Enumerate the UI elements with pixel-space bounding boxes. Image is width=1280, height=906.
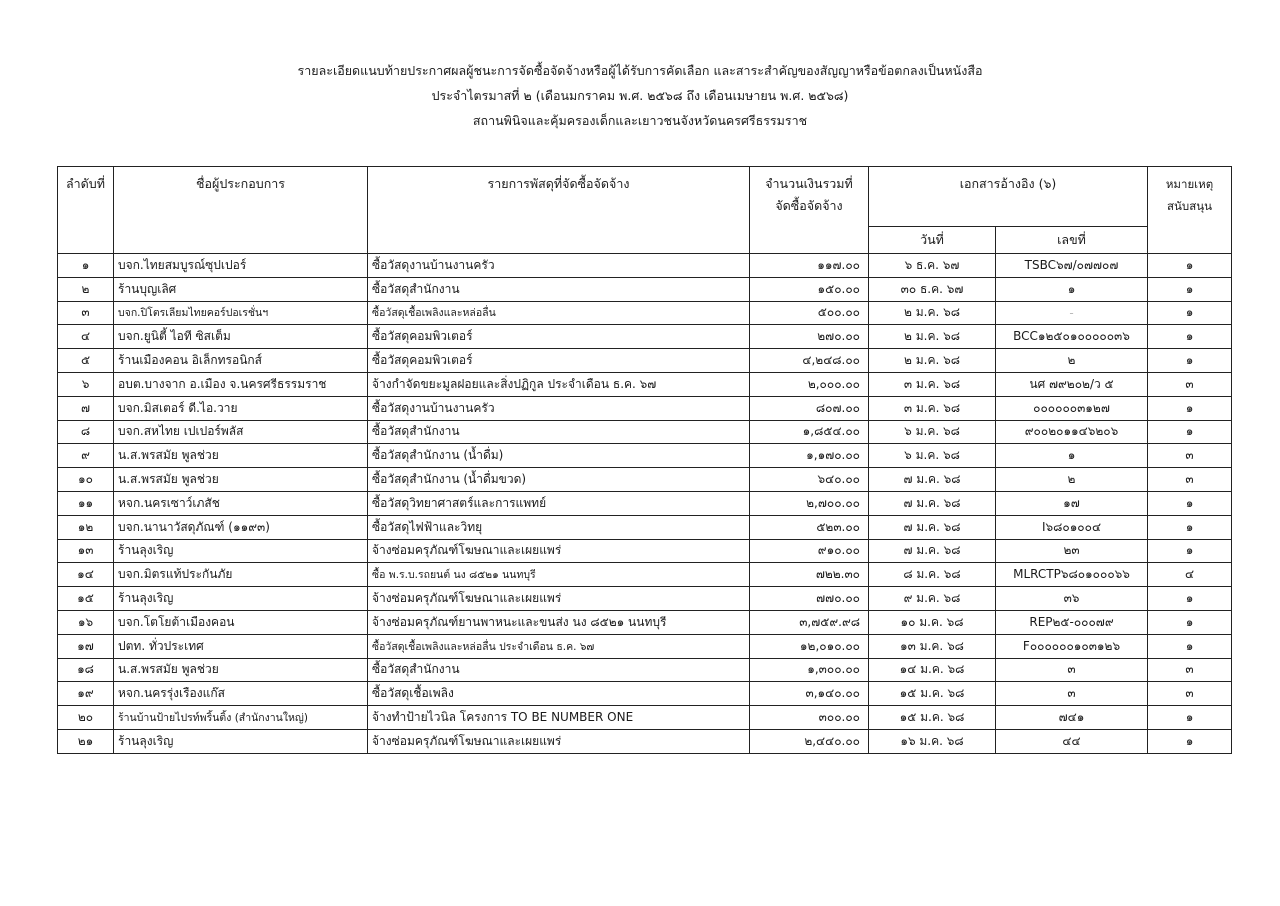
cell-item: ซื้อวัสดุเชื้อเพลิงและหล่อลื่น [368, 301, 750, 325]
cell-note: ๓ [1148, 682, 1232, 706]
cell-amount: ๗๒๒.๓๐ [750, 563, 869, 587]
cell-docno: REP๒๕-๐๐๐๗๙ [996, 610, 1148, 634]
cell-item: ซื้อวัสดุคอมพิวเตอร์ [368, 325, 750, 349]
cell-no: ๒๑ [58, 729, 114, 753]
cell-vendor: หจก.นครเซาว์เภสัช [114, 491, 368, 515]
cell-vendor: บจก.โตโยต้าเมืองคอน [114, 610, 368, 634]
table-row [58, 396, 1232, 420]
cell-vendor: ร้านบ้านป้ายไปรท์พริ้นติ้ง (สำนักงานใหญ่) [114, 706, 368, 730]
cell-docno: ๙๐๐๒๐๑๑๔๖๒๐๖ [996, 420, 1148, 444]
cell-note: ๑ [1148, 491, 1232, 515]
cell-note: ๑ [1148, 396, 1232, 420]
cell-amount: ๘๐๗.๐๐ [750, 396, 869, 420]
table-row [58, 706, 1232, 730]
cell-docno: ๑๗ [996, 491, 1148, 515]
table-row [58, 563, 1232, 587]
cell-note: ๑ [1148, 729, 1232, 753]
cell-docno: MLRCTP๖๘๐๑๐๐๐๖๖ [996, 563, 1148, 587]
cell-vendor: บจก.ปิโตรเลียมไทยคอร์ปอเรชั่นฯ [114, 301, 368, 325]
cell-note: ๓ [1148, 444, 1232, 468]
cell-item: จ้างซ่อมครุภัณฑ์ยานพาหนะและขนส่ง นง ๘๕๒๑ นนทบุรี [368, 610, 750, 634]
cell-amount: ๓,๗๕๙.๙๘ [750, 610, 869, 634]
cell-docno: ๗๔๑ [996, 706, 1148, 730]
cell-vendor: บจก.ไทยสมบูรณ์ซุปเปอร์ [114, 254, 368, 278]
cell-amount: ๙๑๐.๐๐ [750, 539, 869, 563]
cell-amount: ๓,๑๔๐.๐๐ [750, 682, 869, 706]
procurement-table [57, 166, 1232, 754]
cell-note: ๓ [1148, 468, 1232, 492]
cell-docno: ๓๖ [996, 587, 1148, 611]
cell-vendor: ร้านลุงเริญ [114, 587, 368, 611]
cell-date: ๓ ม.ค. ๖๘ [869, 396, 996, 420]
title-line-2: ประจำไตรมาสที่ ๒ (เดือนมกราคม พ.ศ. ๒๕๖๘ ถึง เดือนเมษายน พ.ศ. ๒๕๖๘) [431, 88, 849, 103]
cell-item: ซื้อ พ.ร.บ.รถยนต์ นง ๘๕๒๑ นนทบุรี [368, 563, 750, 587]
cell-vendor: บจก.มิสเตอร์ ดี.ไอ.วาย [114, 396, 368, 420]
cell-item: ซื้อวัสดุเชื้อเพลิงและหล่อลื่น ประจำเดือน ธ.ค. ๖๗ [368, 634, 750, 658]
table-row [58, 277, 1232, 301]
cell-no: ๑๖ [58, 610, 114, 634]
cell-no: ๕ [58, 349, 114, 373]
table-row [58, 491, 1232, 515]
table-row [58, 325, 1232, 349]
cell-amount: ๓๐๐.๐๐ [750, 706, 869, 730]
cell-no: ๑๔ [58, 563, 114, 587]
cell-item: ซื้อวัสดุสำนักงาน [368, 420, 750, 444]
cell-amount: ๒๗๐.๐๐ [750, 325, 869, 349]
table-row [58, 444, 1232, 468]
table-row [58, 539, 1232, 563]
cell-amount: ๕๒๓.๐๐ [750, 515, 869, 539]
cell-vendor: บจก.นานาวัสดุภัณฑ์ (๑๑๙๓) [114, 515, 368, 539]
cell-docno: ๒๓ [996, 539, 1148, 563]
cell-date: ๑๓ ม.ค. ๖๘ [869, 634, 996, 658]
cell-date: ๑๕ ม.ค. ๖๘ [869, 682, 996, 706]
cell-amount: ๑,๑๗๐.๐๐ [750, 444, 869, 468]
cell-note: ๑ [1148, 610, 1232, 634]
cell-vendor: น.ส.พรสมัย พูลช่วย [114, 444, 368, 468]
cell-no: ๖ [58, 372, 114, 396]
cell-date: ๑๕ ม.ค. ๖๘ [869, 706, 996, 730]
table-row [58, 587, 1232, 611]
cell-no: ๑๒ [58, 515, 114, 539]
cell-item: จ้างกำจัดขยะมูลฝอยและสิ่งปฏิกูล ประจำเดือน ธ.ค. ๖๗ [368, 372, 750, 396]
cell-note: ๑ [1148, 515, 1232, 539]
cell-date: ๒ ม.ค. ๖๘ [869, 349, 996, 373]
cell-date: ๓ ม.ค. ๖๘ [869, 372, 996, 396]
table-row [58, 682, 1232, 706]
cell-amount: ๑,๘๕๔.๐๐ [750, 420, 869, 444]
cell-amount: ๑๑๗.๐๐ [750, 254, 869, 278]
cell-note: ๑ [1148, 706, 1232, 730]
cell-amount: ๑๕๐.๐๐ [750, 277, 869, 301]
cell-date: ๖ ม.ค. ๖๘ [869, 420, 996, 444]
cell-no: ๒๐ [58, 706, 114, 730]
cell-docno: ๓ [996, 658, 1148, 682]
table-body [58, 254, 1232, 754]
cell-note: ๑ [1148, 539, 1232, 563]
cell-item: ซื้อวัสดุสำนักงาน (น้ำดื่มขวด) [368, 468, 750, 492]
table-row [58, 610, 1232, 634]
table-row [58, 420, 1232, 444]
title-line-1: รายละเอียดแนบท้ายประกาศผลผู้ชนะการจัดซื้อจัดจ้างหรือผู้ได้รับการคัดเลือก และสาระสำคัญของสัญญาหรือข้อตกลงเป็นหนังสือ [297, 63, 983, 78]
document-header [0, 58, 1280, 133]
table-row [58, 301, 1232, 325]
cell-docno: BCC๑๒๕๐๑๐๐๐๐๐๓๖ [996, 325, 1148, 349]
cell-docno: - [996, 301, 1148, 325]
cell-item: จ้างทำป้ายไวนิล โครงการ TO BE NUMBER ONE [368, 706, 750, 730]
cell-date: ๑๖ ม.ค. ๖๘ [869, 729, 996, 753]
cell-note: ๓ [1148, 372, 1232, 396]
cell-note: ๑ [1148, 301, 1232, 325]
cell-date: ๓๐ ธ.ค. ๖๗ [869, 277, 996, 301]
table-row [58, 372, 1232, 396]
cell-vendor: ร้านลุงเริญ [114, 729, 368, 753]
cell-amount: ๒,๗๐๐.๐๐ [750, 491, 869, 515]
cell-no: ๓ [58, 301, 114, 325]
header-no: ลำดับที่ [58, 167, 114, 254]
cell-vendor: น.ส.พรสมัย พูลช่วย [114, 658, 368, 682]
cell-no: ๑๘ [58, 658, 114, 682]
cell-date: ๖ ธ.ค. ๖๗ [869, 254, 996, 278]
cell-note: ๔ [1148, 563, 1232, 587]
cell-note: ๑ [1148, 587, 1232, 611]
cell-date: ๒ ม.ค. ๖๘ [869, 301, 996, 325]
cell-date: ๖ ม.ค. ๖๘ [869, 444, 996, 468]
header-amount: จำนวนเงินรวมที่ จัดซื้อจัดจ้าง [750, 167, 869, 254]
cell-docno: ๐๐๐๐๐๐๓๑๒๗ [996, 396, 1148, 420]
cell-no: ๑๗ [58, 634, 114, 658]
table-row [58, 468, 1232, 492]
cell-date: ๙ ม.ค. ๖๘ [869, 587, 996, 611]
cell-docno: ๑ [996, 444, 1148, 468]
cell-item: ซื้อวัสดุสำนักงาน (น้ำดื่ม) [368, 444, 750, 468]
cell-note: ๑ [1148, 420, 1232, 444]
header-item: รายการพัสดุที่จัดซื้อจัดจ้าง [368, 167, 750, 254]
title-line-3: สถานพินิจและคุ้มครองเด็กและเยาวชนจังหวัดนครศรีธรรมราช [472, 113, 808, 128]
cell-date: ๒ ม.ค. ๖๘ [869, 325, 996, 349]
cell-no: ๑ [58, 254, 114, 278]
header-note: หมายเหตุ สนับสนุน [1148, 167, 1232, 254]
cell-item: จ้างซ่อมครุภัณฑ์โฆษณาและเผยแพร่ [368, 729, 750, 753]
cell-no: ๑๙ [58, 682, 114, 706]
cell-item: ซื้อวัสดุคอมพิวเตอร์ [368, 349, 750, 373]
cell-date: ๗ ม.ค. ๖๘ [869, 515, 996, 539]
cell-item: ซื้อวัสดุงานบ้านงานครัว [368, 396, 750, 420]
cell-date: ๗ ม.ค. ๖๘ [869, 491, 996, 515]
cell-vendor: ร้านบุญเลิศ [114, 277, 368, 301]
cell-docno: ๒ [996, 349, 1148, 373]
cell-amount: ๖๔๐.๐๐ [750, 468, 869, 492]
cell-vendor: ร้านเมืองคอน อิเล็กทรอนิกส์ [114, 349, 368, 373]
cell-no: ๗ [58, 396, 114, 420]
cell-docno: ๒ [996, 468, 1148, 492]
cell-vendor: ปตท. ทั่วประเทศ [114, 634, 368, 658]
cell-docno: I๖๘๐๑๐๐๔ [996, 515, 1148, 539]
cell-amount: ๕๐๐.๐๐ [750, 301, 869, 325]
cell-amount: ๒,๐๐๐.๐๐ [750, 372, 869, 396]
cell-no: ๘ [58, 420, 114, 444]
cell-docno: F๐๐๐๐๐๐๑๐๓๑๒๖ [996, 634, 1148, 658]
cell-amount: ๔,๒๔๘.๐๐ [750, 349, 869, 373]
cell-no: ๑๑ [58, 491, 114, 515]
cell-date: ๗ ม.ค. ๖๘ [869, 539, 996, 563]
table-row [58, 658, 1232, 682]
cell-note: ๑ [1148, 325, 1232, 349]
cell-date: ๗ ม.ค. ๖๘ [869, 468, 996, 492]
header-reference: เอกสารอ้างอิง (๖) [869, 167, 1148, 227]
cell-item: ซื้อวัสดุงานบ้านงานครัว [368, 254, 750, 278]
cell-vendor: บจก.สหไทย เปเปอร์พลัส [114, 420, 368, 444]
cell-vendor: บจก.มิตรแท้ประกันภัย [114, 563, 368, 587]
cell-docno: นศ ๗๙๒๐๒/ว ๕ [996, 372, 1148, 396]
cell-item: ซื้อวัสดุสำนักงาน [368, 277, 750, 301]
cell-vendor: น.ส.พรสมัย พูลช่วย [114, 468, 368, 492]
cell-amount: ๑๒,๐๑๐.๐๐ [750, 634, 869, 658]
cell-note: ๓ [1148, 658, 1232, 682]
cell-date: ๑๐ ม.ค. ๖๘ [869, 610, 996, 634]
header-vendor: ชื่อผู้ประกอบการ [114, 167, 368, 254]
cell-item: ซื้อวัสดุสำนักงาน [368, 658, 750, 682]
cell-date: ๘ ม.ค. ๖๘ [869, 563, 996, 587]
cell-no: ๑๓ [58, 539, 114, 563]
cell-note: ๑ [1148, 634, 1232, 658]
cell-date: ๑๔ ม.ค. ๖๘ [869, 658, 996, 682]
cell-note: ๑ [1148, 254, 1232, 278]
table-row [58, 634, 1232, 658]
header-docno: เลขที่ [996, 227, 1148, 254]
cell-vendor: บจก.ยูนิตี้ ไอที ซิสเต็ม [114, 325, 368, 349]
cell-docno: ๓ [996, 682, 1148, 706]
cell-vendor: หจก.นครรุ่งเรืองแก๊ส [114, 682, 368, 706]
table-row [58, 729, 1232, 753]
cell-no: ๒ [58, 277, 114, 301]
cell-item: จ้างซ่อมครุภัณฑ์โฆษณาและเผยแพร่ [368, 539, 750, 563]
cell-item: ซื้อวัสดุเชื้อเพลิง [368, 682, 750, 706]
table-row [58, 349, 1232, 373]
cell-amount: ๗๗๐.๐๐ [750, 587, 869, 611]
cell-vendor: ร้านลุงเริญ [114, 539, 368, 563]
cell-amount: ๒,๔๔๐.๐๐ [750, 729, 869, 753]
table-row [58, 515, 1232, 539]
cell-item: ซื้อวัสดุวิทยาศาสตร์และการแพทย์ [368, 491, 750, 515]
cell-no: ๙ [58, 444, 114, 468]
cell-docno: ๔๔ [996, 729, 1148, 753]
cell-note: ๑ [1148, 349, 1232, 373]
cell-no: ๑๕ [58, 587, 114, 611]
table-row [58, 254, 1232, 278]
cell-item: ซื้อวัสดุไฟฟ้าและวิทยุ [368, 515, 750, 539]
cell-note: ๑ [1148, 277, 1232, 301]
cell-item: จ้างซ่อมครุภัณฑ์โฆษณาและเผยแพร่ [368, 587, 750, 611]
cell-vendor: อบต.บางจาก อ.เมือง จ.นครศรีธรรมราช [114, 372, 368, 396]
cell-docno: ๑ [996, 277, 1148, 301]
cell-no: ๑๐ [58, 468, 114, 492]
cell-docno: TSBC๖๗/๐๗๗๐๗ [996, 254, 1148, 278]
cell-amount: ๑,๓๐๐.๐๐ [750, 658, 869, 682]
cell-no: ๔ [58, 325, 114, 349]
header-date: วันที่ [869, 227, 996, 254]
